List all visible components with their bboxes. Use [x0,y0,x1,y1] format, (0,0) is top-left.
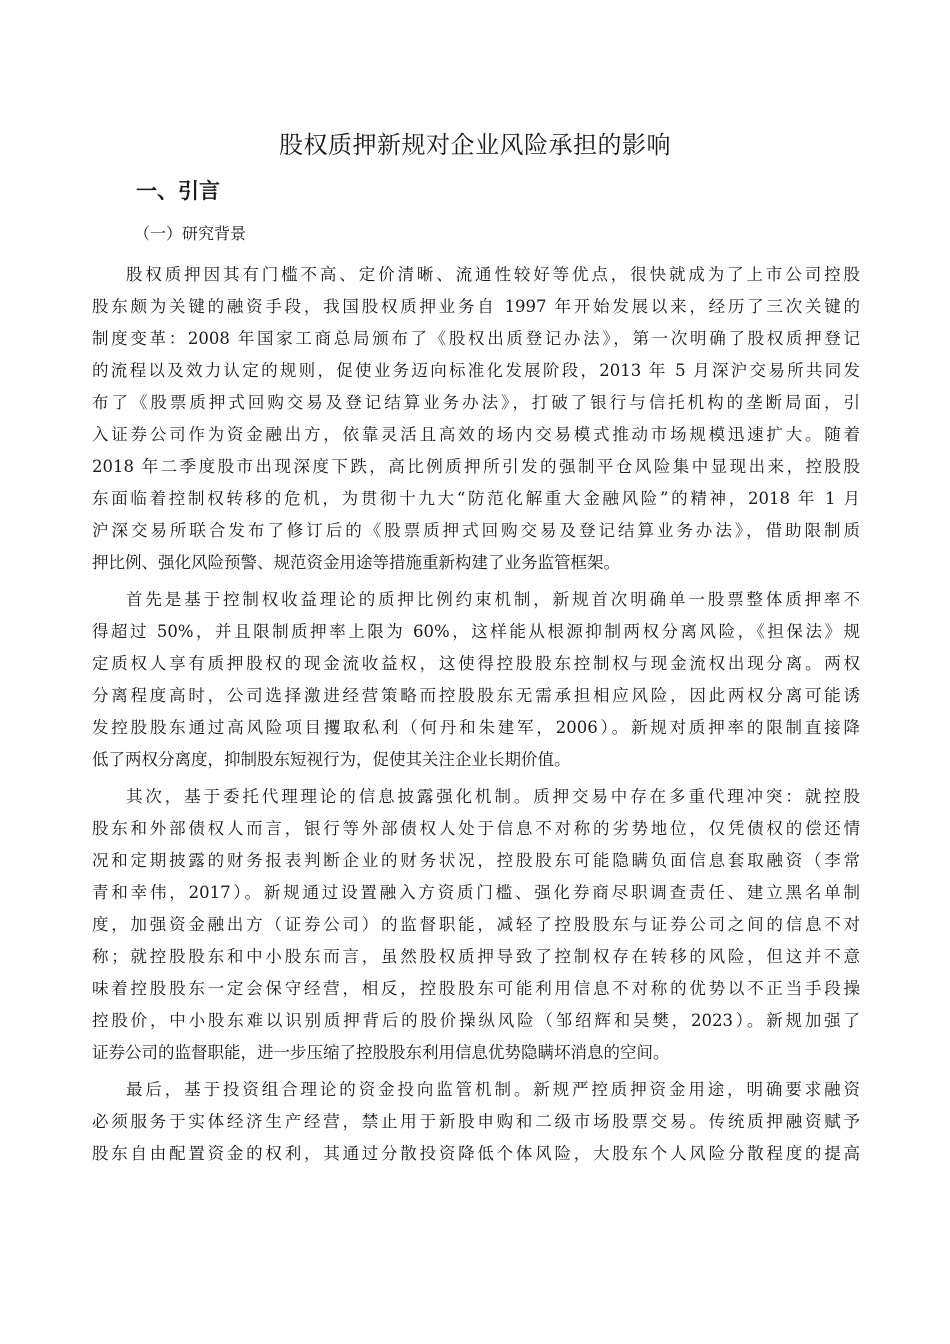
text-line: 股东和外部债权人而言，银行等外部债权人处于信息不对称的劣势地位，仅凭债权的偿还情 [92,819,860,838]
text-line: 押比例、强化风险预警、规范资金用途等措施重新构建了业务监管框架。 [92,553,620,572]
text-line: 控股价，中小股东难以识别质押背后的股价操纵风险（邹绍辉和吴樊，2023）。新规加强了 [92,1011,860,1030]
text-line: 味着控股股东一定会保守经营，相反，控股股东可能利用信息不对称的优势以不正当手段操 [92,979,860,998]
document-title: 股权质押新规对企业风险承担的影响 [279,131,671,159]
text-line: 证券公司的监督职能，进一步压缩了控股股东利用信息优势隐瞒坏消息的空间。 [92,1043,670,1062]
text-line: 股东自由配置资金的权利，其通过分散投资降低个体风险，大股东个人风险分散程度的提高 [92,1144,860,1163]
text-line: 入证券公司作为资金融出方，依靠灵活且高效的场内交易模式推动市场规模迅速扩大。随着 [92,425,860,444]
paragraph [92,1074,860,1170]
text-line: 其次，基于委托代理理论的信息披露强化机制。质押交易中存在多重代理冲突：就控股 [126,787,860,806]
text-line: 青和幸伟，2017）。新规通过设置融入方资质门槛、强化券商尽职调查责任、建立黑名单制 [92,883,860,902]
text-line: 况和定期披露的财务报表判断企业的财务状况，控股股东可能隐瞒负面信息套取融资（李常 [92,851,860,870]
text-line: 得超过 50%，并且限制质押率上限为 60%，这样能从根源抑制两权分离风险，《担保法》规 [92,622,860,641]
text-line: 沪深交易所联合发布了修订后的《股票质押式回购交易及登记结算业务办法》，借助限制质 [92,521,860,540]
text-line: 首先是基于控制权收益理论的质押比例约束机制，新规首次明确单一股票整体质押率不 [126,590,860,609]
text-line: 东面临着控制权转移的危机，为贯彻十九大“防范化解重大金融风险”的精神，2018 年 1 月 [92,489,860,508]
text-line: 2018 年二季度股市出现深度下跌，高比例质押所引发的强制平仓风险集中显现出来，控股股 [92,457,860,476]
paragraph [92,259,860,579]
text-line: 低了两权分离度，抑制股东短视行为，促使其关注企业长期价值。 [92,750,571,769]
text-line: 布了《股票质押式回购交易及登记结算业务办法》，打破了银行与信托机构的垄断局面，引 [92,393,860,412]
text-line: 股东颇为关键的融资手段，我国股权质押业务自 1997 年开始发展以来，经历了三次关键的 [92,297,860,316]
text-line: 必须服务于实体经济生产经营，禁止用于新股申购和二级市场股票交易。传统质押融资赋予 [92,1112,860,1131]
text-line: 称；就控股股东和中小股东而言，虽然股权质押导致了控制权存在转移的风险，但这并不意 [92,947,860,966]
text-line: 度，加强资金融出方（证券公司）的监督职能，减轻了控股股东与证券公司之间的信息不对 [92,915,860,934]
paragraph [92,584,860,776]
text-line: 发控股股东通过高风险项目攫取私利（何丹和朱建军，2006）。新规对质押率的限制直接降 [92,718,860,737]
text-line: 最后，基于投资组合理论的资金投向监管机制。新规严控质押资金用途，明确要求融资 [126,1080,860,1099]
section-heading-introduction: 一、引言 [136,179,220,203]
text-line: 股权质押因其有门槛不高、定价清晰、流通性较好等优点，很快就成为了上市公司控股 [126,265,860,284]
text-line: 分离程度高时，公司选择激进经营策略而控股股东无需承担相应风险，因此两权分离可能诱 [92,686,860,705]
body-text [92,259,860,1170]
text-line: 定质权人享有质押股权的现金流收益权，这使得控股股东控制权与现金流权出现分离。两权 [92,654,860,673]
text-line: 的流程以及效力认定的规则，促使业务迈向标准化发展阶段，2013 年 5 月深沪交易所共同发 [92,361,860,380]
paragraph [92,781,860,1069]
subsection-heading-background: （一）研究背景 [134,224,247,243]
text-line: 制度变革：2008 年国家工商总局颁布了《股权出质登记办法》，第一次明确了股权质押登记 [92,329,860,348]
